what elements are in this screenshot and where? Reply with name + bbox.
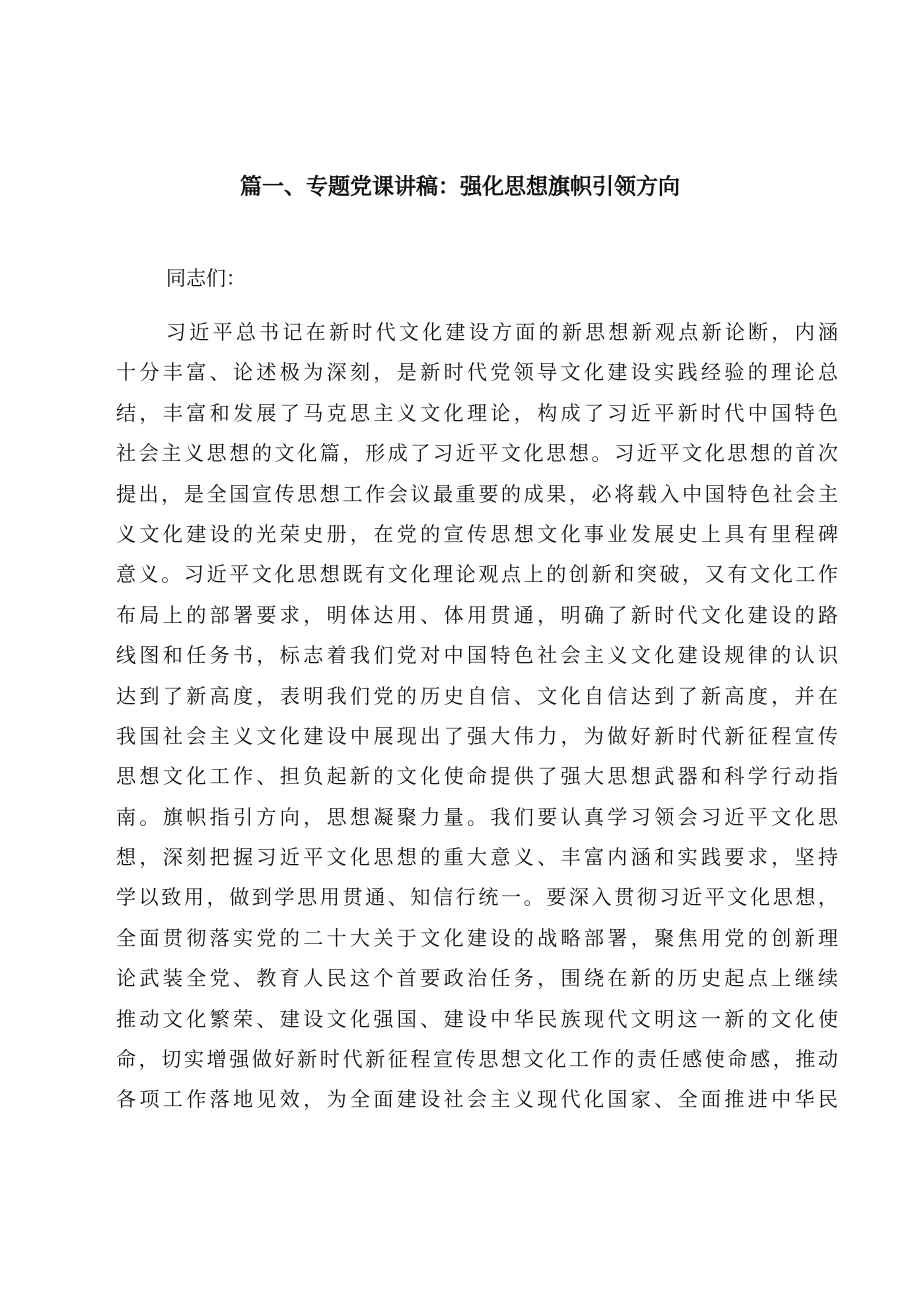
paragraph-line: 布局上的部署要求，明体达用、体用贯通，明确了新时代文化建设的路 (116, 602, 838, 627)
paragraph-line: 推动文化繁荣、建设文化强国、建设中华民族现代文明这一新的文化使 (116, 1006, 838, 1031)
paragraph-line: 结，丰富和发展了马克思主义文化理论，构成了习近平新时代中国特色 (116, 400, 838, 425)
paragraph-line: 达到了新高度，表明我们党的历史自信、文化自信达到了新高度，并在 (116, 683, 838, 708)
paragraph-line: 各项工作落地见效，为全面建设社会主义现代化国家、全面推进中华民 (116, 1087, 838, 1112)
paragraph-line: 全面贯彻落实党的二十大关于文化建设的战略部署，聚焦用党的创新理 (116, 925, 838, 950)
body-paragraph (116, 312, 838, 1120)
paragraph-line: 线图和任务书，标志着我们党对中国特色社会主义文化建设规律的认识 (116, 643, 838, 668)
paragraph-line: 意义。习近平文化思想既有文化理论观点上的创新和突破，又有文化工作 (116, 562, 838, 587)
paragraph-line: 想，深刻把握习近平文化思想的重大意义、丰富内涵和实践要求，坚持 (116, 845, 838, 870)
paragraph-line: 南。旗帜指引方向，思想凝聚力量。我们要认真学习领会习近平文化思 (116, 804, 838, 829)
salutation: 同志们： (166, 266, 246, 290)
document-title: 篇一、专题党课讲稿：强化思想旗帜引领方向 (239, 175, 680, 200)
paragraph-line: 学以致用，做到学思用贯通、知信行统一。要深入贯彻习近平文化思想， (116, 885, 838, 910)
paragraph-line: 习近平总书记在新时代文化建设方面的新思想新观点新论断，内涵 (166, 320, 838, 344)
paragraph-line: 我国社会主义文化建设中展现出了强大伟力，为做好新时代新征程宣传 (116, 723, 838, 748)
paragraph-line: 论武装全党、教育人民这个首要政治任务，围绕在新的历史起点上继续 (116, 966, 838, 991)
paragraph-line: 社会主义思想的文化篇，形成了习近平文化思想。习近平文化思想的首次 (116, 441, 838, 466)
paragraph-line: 十分丰富、论述极为深刻，是新时代党领导文化建设实践经验的理论总 (116, 360, 838, 385)
paragraph-line: 提出，是全国宣传思想工作会议最重要的成果，必将载入中国特色社会主 (116, 481, 838, 506)
paragraph-line: 命，切实增强做好新时代新征程宣传思想文化工作的责任感使命感，推动 (116, 1047, 838, 1072)
paragraph-line: 思想文化工作、担负起新的文化使命提供了强大思想武器和科学行动指 (116, 764, 838, 789)
paragraph-line: 义文化建设的光荣史册，在党的宣传思想文化事业发展史上具有里程碑 (116, 521, 838, 546)
